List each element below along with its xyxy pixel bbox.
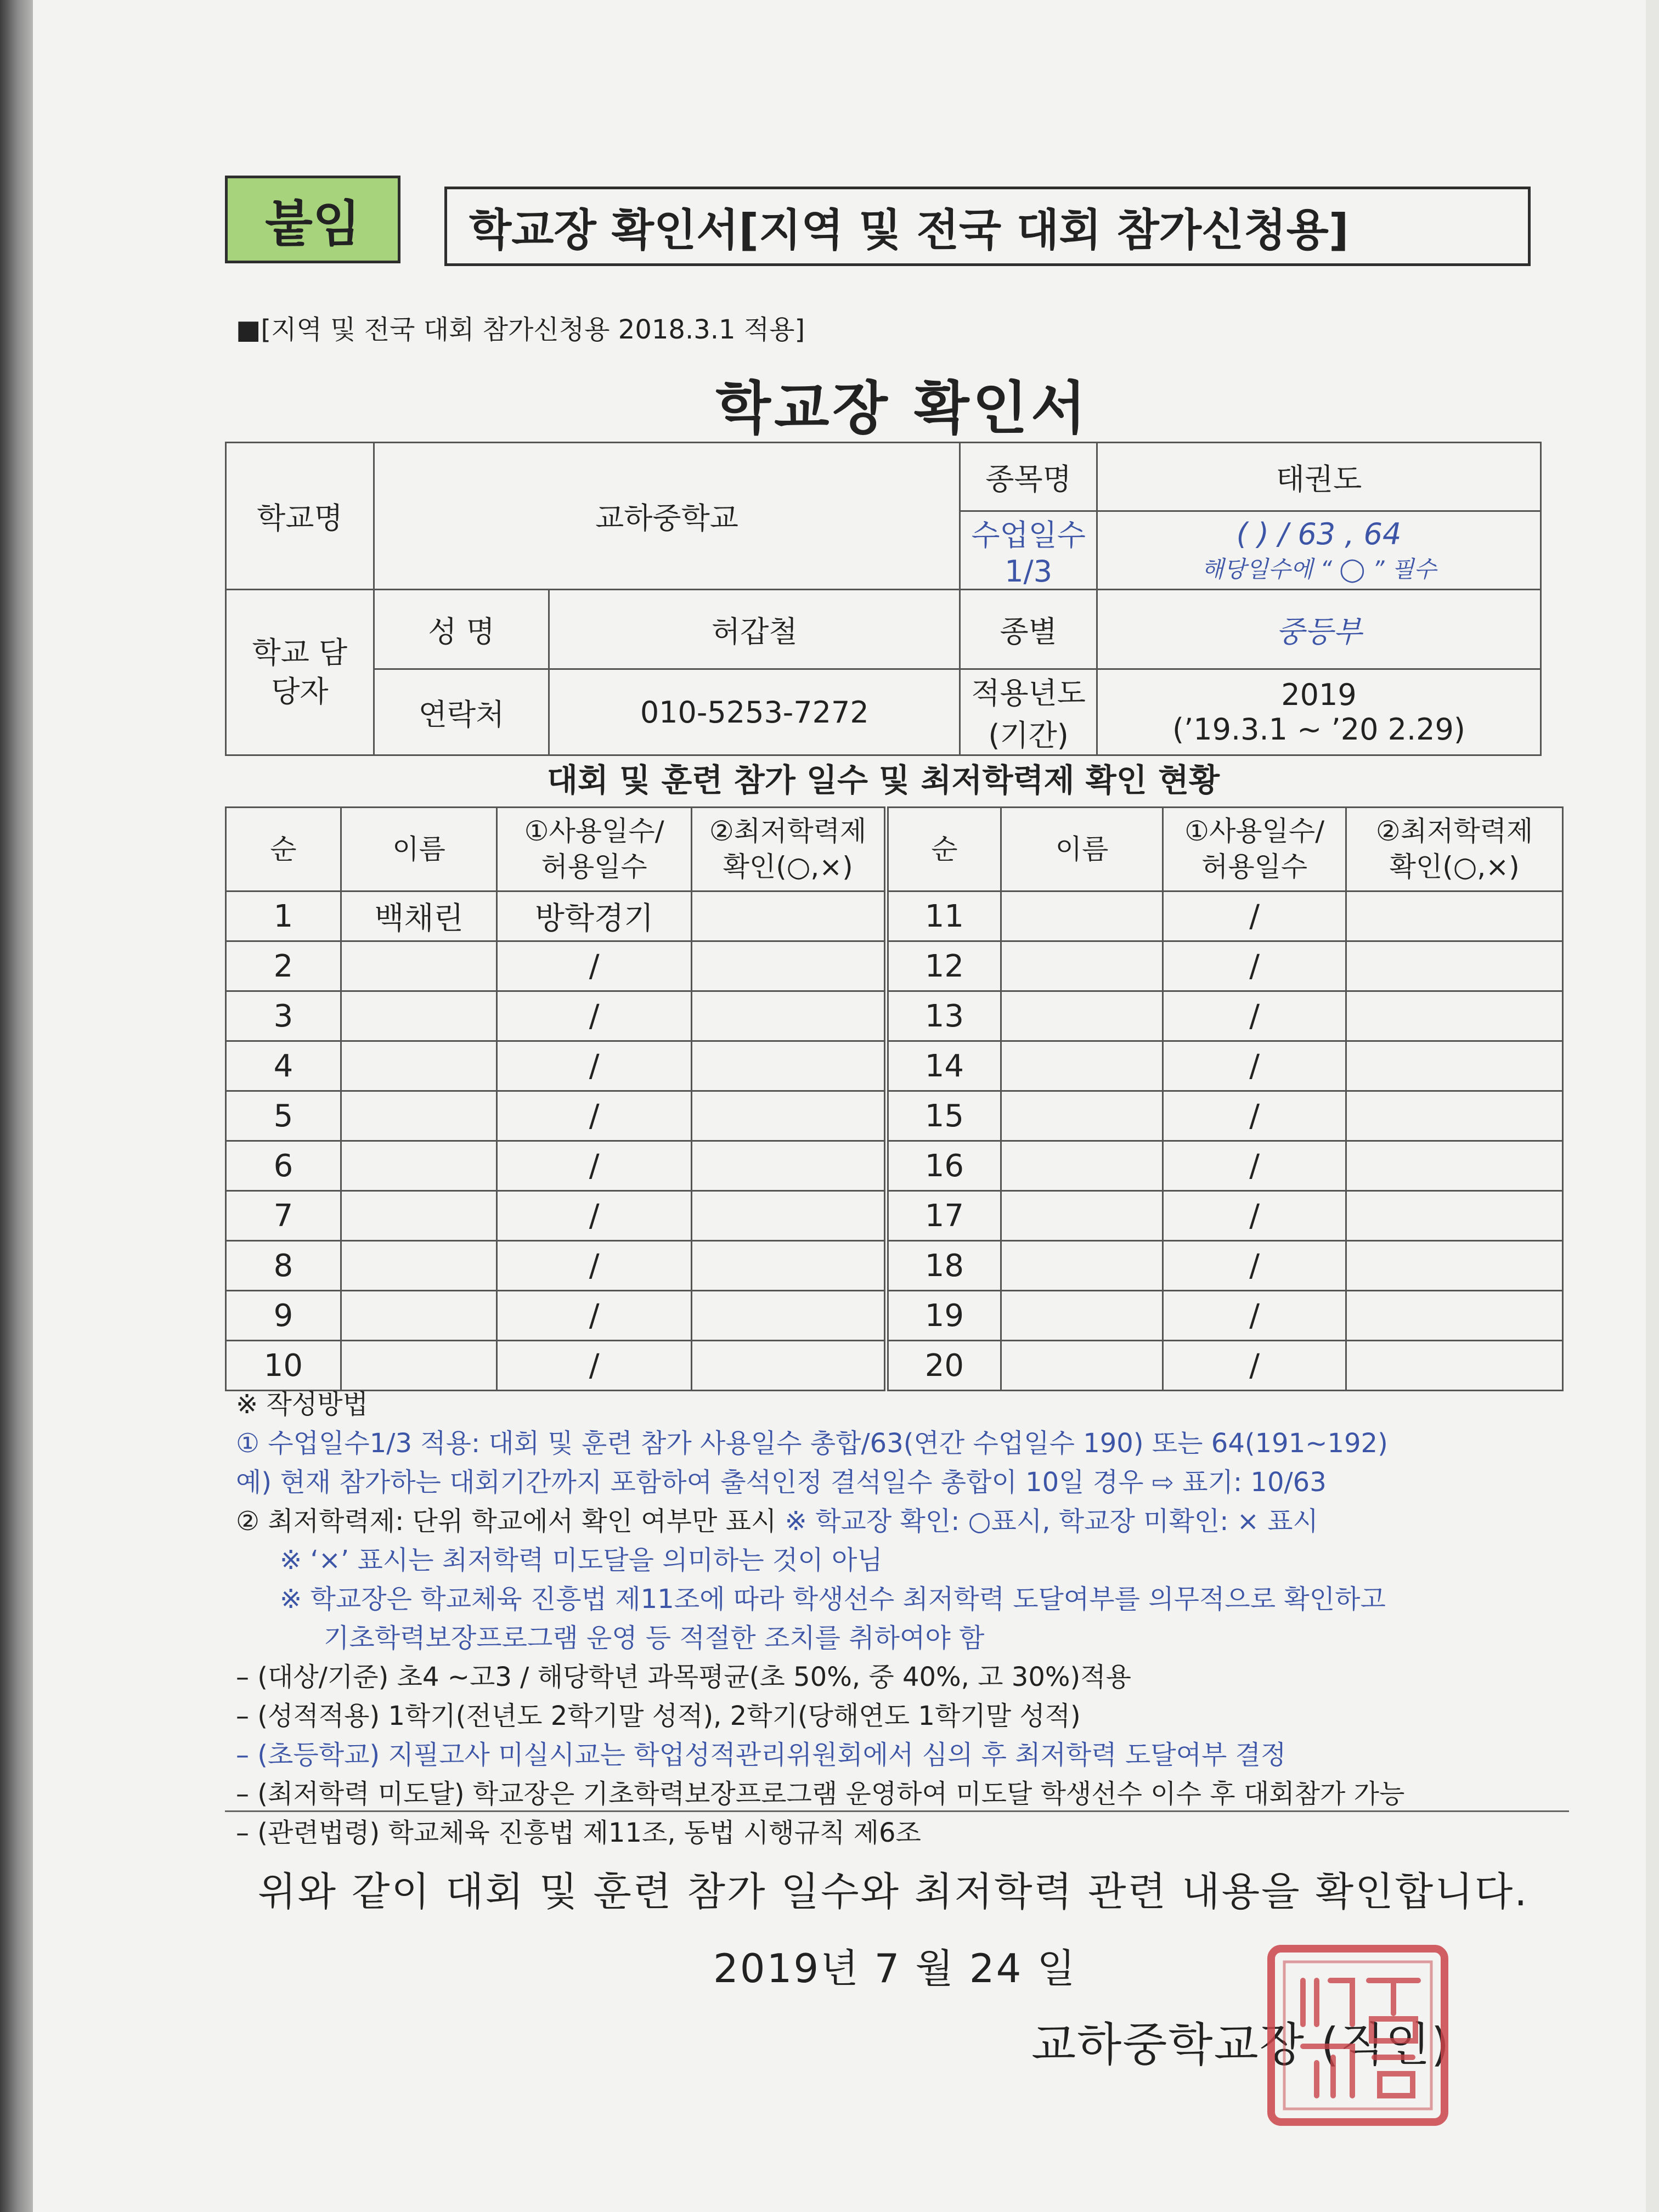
row-days-left: / [497, 1141, 692, 1191]
row-name-left: 백채린 [341, 891, 497, 941]
table-row [226, 1341, 1563, 1391]
row-min-right [1346, 1341, 1563, 1391]
note-2: ② 최저학력제: 단위 학교에서 확인 여부만 표시 ※ 학교장 확인: ○표시, 학교장 미확인: × 표시 [236, 1506, 1318, 1537]
note-4a: ※ 학교장은 학교체육 진흥법 제11조에 따라 학생선수 최저학력 도달여부를 의무적으로 확인하고 [280, 1584, 1386, 1615]
row-name-right [1001, 1041, 1163, 1091]
category-label: 종별 [960, 590, 1097, 669]
row-days-right: / [1163, 1191, 1346, 1241]
row-min-left [691, 891, 886, 941]
row-days-left: / [497, 1191, 692, 1241]
divider [225, 1810, 1569, 1812]
table-row [226, 1241, 1563, 1291]
row-no-left: 4 [226, 1041, 341, 1091]
table-row [226, 891, 1563, 941]
note-4b: 기초학력보장프로그램 운영 등 적절한 조치를 취하여야 함 [324, 1623, 985, 1654]
row-no-right: 13 [886, 991, 1001, 1041]
row-min-right [1346, 1241, 1563, 1291]
detail-2: – (성적적용) 1학기(전년도 2학기말 성적), 2학기(당해연도 1학기말 성적) [236, 1701, 1081, 1732]
row-name-right [1001, 1191, 1163, 1241]
row-name-right [1001, 1091, 1163, 1141]
row-name-left [341, 941, 497, 991]
row-min-right [1346, 941, 1563, 991]
row-no-left: 2 [226, 941, 341, 991]
row-days-right: / [1163, 1141, 1346, 1191]
col-no-left: 순 [226, 808, 341, 891]
row-min-left [691, 1141, 886, 1191]
detail-4: – (최저학력 미도달) 학교장은 기초학력보장프로그램 운영하여 미도달 학생선수 이수 후 대회참가 가능 [236, 1779, 1405, 1810]
document-paper [33, 0, 1646, 2212]
row-name-right [1001, 991, 1163, 1041]
category-value: 중등부 [1097, 590, 1541, 669]
school-label: 학교명 [226, 443, 374, 590]
phone-value: 010-5253-7272 [549, 669, 960, 755]
year-label: 적용년도 (기간) [960, 669, 1097, 755]
row-days-right: / [1163, 1291, 1346, 1341]
row-no-left: 8 [226, 1241, 341, 1291]
row-days-right: / [1163, 1041, 1346, 1091]
row-days-left: / [497, 1291, 692, 1341]
row-name-right [1001, 1241, 1163, 1291]
table-row [226, 991, 1563, 1041]
row-no-right: 17 [886, 1191, 1001, 1241]
row-min-right [1346, 891, 1563, 941]
table-row [226, 941, 1563, 991]
row-name-right [1001, 891, 1163, 941]
row-min-right [1346, 1041, 1563, 1091]
row-name-left [341, 1191, 497, 1241]
col-days-left: ①사용일수/ 허용일수 [497, 808, 692, 891]
row-days-right: / [1163, 1091, 1346, 1141]
table-row [226, 1141, 1563, 1191]
row-days-right: / [1163, 891, 1346, 941]
detail-3: – (초등학교) 지필고사 미실시교는 학업성적관리위원회에서 심의 후 최저학력 도달여부 결정 [236, 1740, 1286, 1771]
row-no-right: 20 [886, 1341, 1001, 1391]
row-name-right [1001, 941, 1163, 991]
note-1a: ① 수업일수1/3 적용: 대회 및 훈련 참가 사용일수 총합/63(연간 수업일수 190) 또는 64(191~192) [236, 1428, 1388, 1459]
row-no-right: 15 [886, 1091, 1001, 1141]
row-no-left: 10 [226, 1341, 341, 1391]
row-days-left: / [497, 1341, 692, 1391]
contact-group-label: 학교 담당자 [226, 590, 374, 755]
row-no-left: 7 [226, 1191, 341, 1241]
col-name-right: 이름 [1001, 808, 1163, 891]
instructions [236, 1385, 1580, 1853]
row-no-left: 3 [226, 991, 341, 1041]
table-row [226, 1041, 1563, 1091]
main-title: 학교장 확인서 [715, 375, 1090, 442]
row-min-left [691, 1191, 886, 1241]
row-days-left: 방학경기 [497, 891, 692, 941]
row-no-left: 5 [226, 1091, 341, 1141]
col-min-left: ②최저학력제 확인(○,×) [691, 808, 886, 891]
row-min-left [691, 1241, 886, 1291]
row-min-right [1346, 1141, 1563, 1191]
row-no-right: 11 [886, 891, 1001, 941]
row-no-right: 12 [886, 941, 1001, 991]
row-days-left: / [497, 941, 692, 991]
row-min-right [1346, 991, 1563, 1041]
row-name-left [341, 1141, 497, 1191]
row-name-left [341, 1241, 497, 1291]
form-subtitle: ■[지역 및 전국 대회 참가신청용 2018.3.1 적용] [236, 314, 805, 345]
row-min-right [1346, 1291, 1563, 1341]
row-no-right: 14 [886, 1041, 1001, 1091]
row-no-right: 16 [886, 1141, 1001, 1191]
note-1b: 예) 현재 참가하는 대회기간까지 포함하여 출석인정 결석일수 총합이 10일 경우 ⇨ 표기: 10/63 [236, 1467, 1327, 1498]
row-name-left [341, 1341, 497, 1391]
official-seal-icon [1265, 1942, 1451, 2129]
table-row [226, 1091, 1563, 1141]
row-name-left [341, 1291, 497, 1341]
row-min-left [691, 1091, 886, 1141]
name-label: 성 명 [374, 590, 549, 669]
row-min-right [1346, 1091, 1563, 1141]
row-min-left [691, 1291, 886, 1341]
detail-5: – (관련법령) 학교체육 진흥법 제11조, 동법 시행규칙 제6조 [236, 1818, 921, 1849]
col-name-left: 이름 [341, 808, 497, 891]
roster-header-row [226, 808, 1563, 891]
row-min-left [691, 991, 886, 1041]
row-name-right [1001, 1341, 1163, 1391]
table-row [226, 1291, 1563, 1341]
title-box: 학교장 확인서[지역 및 전국 대회 참가신청용] [444, 187, 1531, 266]
note-3: ※ ‘×’ 표시는 최저학력 미도달을 의미하는 것이 아님 [280, 1545, 883, 1576]
row-days-right: / [1163, 1341, 1346, 1391]
row-days-left: / [497, 991, 692, 1041]
row-min-right [1346, 1191, 1563, 1241]
principal-signature: 교하중학교장 (직인) [1031, 2018, 1451, 2072]
year-value: 2019 (’19.3.1 ~ ’20 2.29) [1097, 669, 1541, 755]
table-row [226, 1191, 1563, 1241]
col-days-right: ①사용일수/ 허용일수 [1163, 808, 1346, 891]
issue-date: 2019년 7 월 24 일 [713, 1945, 1077, 1991]
row-days-left: / [497, 1241, 692, 1291]
row-name-left [341, 1091, 497, 1141]
days-label: 수업일수 1/3 [960, 511, 1097, 590]
detail-1: – (대상/기준) 초4 ~고3 / 해당학년 과목평균(초 50%, 중 40%, 고 30%)적용 [236, 1662, 1131, 1693]
phone-label: 연락처 [374, 669, 549, 755]
row-days-left: / [497, 1041, 692, 1091]
section-title: 대회 및 훈련 참가 일수 및 최저학력제 확인 현황 [546, 761, 1220, 799]
row-days-right: / [1163, 991, 1346, 1041]
row-name-left [341, 1041, 497, 1091]
row-no-right: 19 [886, 1291, 1001, 1341]
days-value: ( ) / 63 , 64 해당일수에 “ ◯ ” 필수 [1097, 511, 1541, 590]
col-min-right: ②최저학력제 확인(○,×) [1346, 808, 1563, 891]
row-no-left: 1 [226, 891, 341, 941]
row-days-left: / [497, 1091, 692, 1141]
row-min-left [691, 941, 886, 991]
attachment-label: 붙임 [225, 176, 400, 263]
sport-value: 태권도 [1097, 443, 1541, 511]
row-name-left [341, 991, 497, 1041]
col-no-right: 순 [886, 808, 1001, 891]
roster-table [225, 806, 1564, 1391]
row-name-right [1001, 1291, 1163, 1341]
info-table [225, 442, 1542, 756]
row-days-right: / [1163, 941, 1346, 991]
row-no-right: 18 [886, 1241, 1001, 1291]
notes-heading: ※ 작성방법 [236, 1389, 368, 1420]
row-no-left: 6 [226, 1141, 341, 1191]
confirmation-text: 위와 같이 대회 및 훈련 참가 일수와 최저학력 관련 내용을 확인합니다. [258, 1869, 1529, 1915]
name-value: 허갑철 [549, 590, 960, 669]
sport-label: 종목명 [960, 443, 1097, 511]
row-name-right [1001, 1141, 1163, 1191]
school-name: 교하중학교 [374, 443, 960, 590]
row-no-left: 9 [226, 1291, 341, 1341]
row-days-right: / [1163, 1241, 1346, 1291]
row-min-left [691, 1041, 886, 1091]
row-min-left [691, 1341, 886, 1391]
